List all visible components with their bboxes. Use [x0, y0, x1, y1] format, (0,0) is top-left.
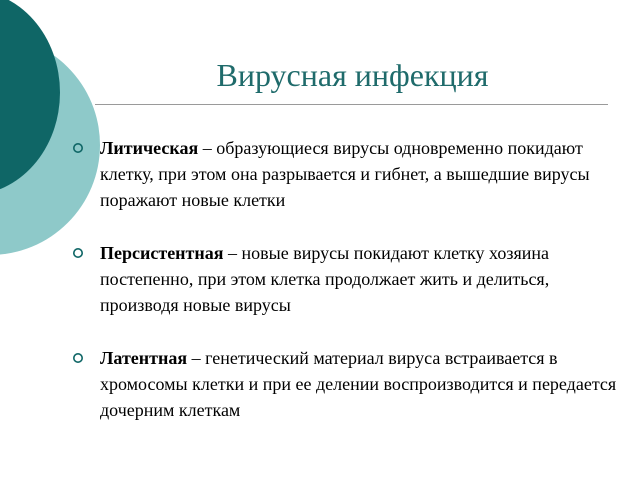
bullet-text: – образующиеся вирусы одновременно покидают клетку, при этом она разрывается и гибнет, а вышедшие вирусы поражают новые клетки — [100, 138, 590, 210]
bullet-item-persistent — [62, 240, 627, 318]
bullet-item-lytic — [62, 135, 627, 213]
bullet-list — [62, 135, 627, 450]
bullet-text: – новые вирусы покидают клетку хозяина постепенно, при этом клетка продолжает жить и делиться, производя новые вирусы — [100, 243, 550, 315]
bullet-text: – генетический материал вируса встраивается в хромосомы клетки и при ее делении воспроизводится и передается дочерним клеткам — [100, 348, 617, 420]
hollow-circle-icon — [72, 247, 84, 259]
slide-title: Вирусная инфекция — [216, 57, 489, 93]
title-divider — [95, 104, 608, 105]
bullet-item-latent — [62, 345, 627, 423]
bullet-term: Персистентная — [100, 243, 224, 263]
bullet-term: Литическая — [100, 138, 199, 158]
hollow-circle-icon — [72, 142, 84, 154]
bullet-term: Латентная — [100, 348, 188, 368]
hollow-circle-icon — [72, 352, 84, 364]
